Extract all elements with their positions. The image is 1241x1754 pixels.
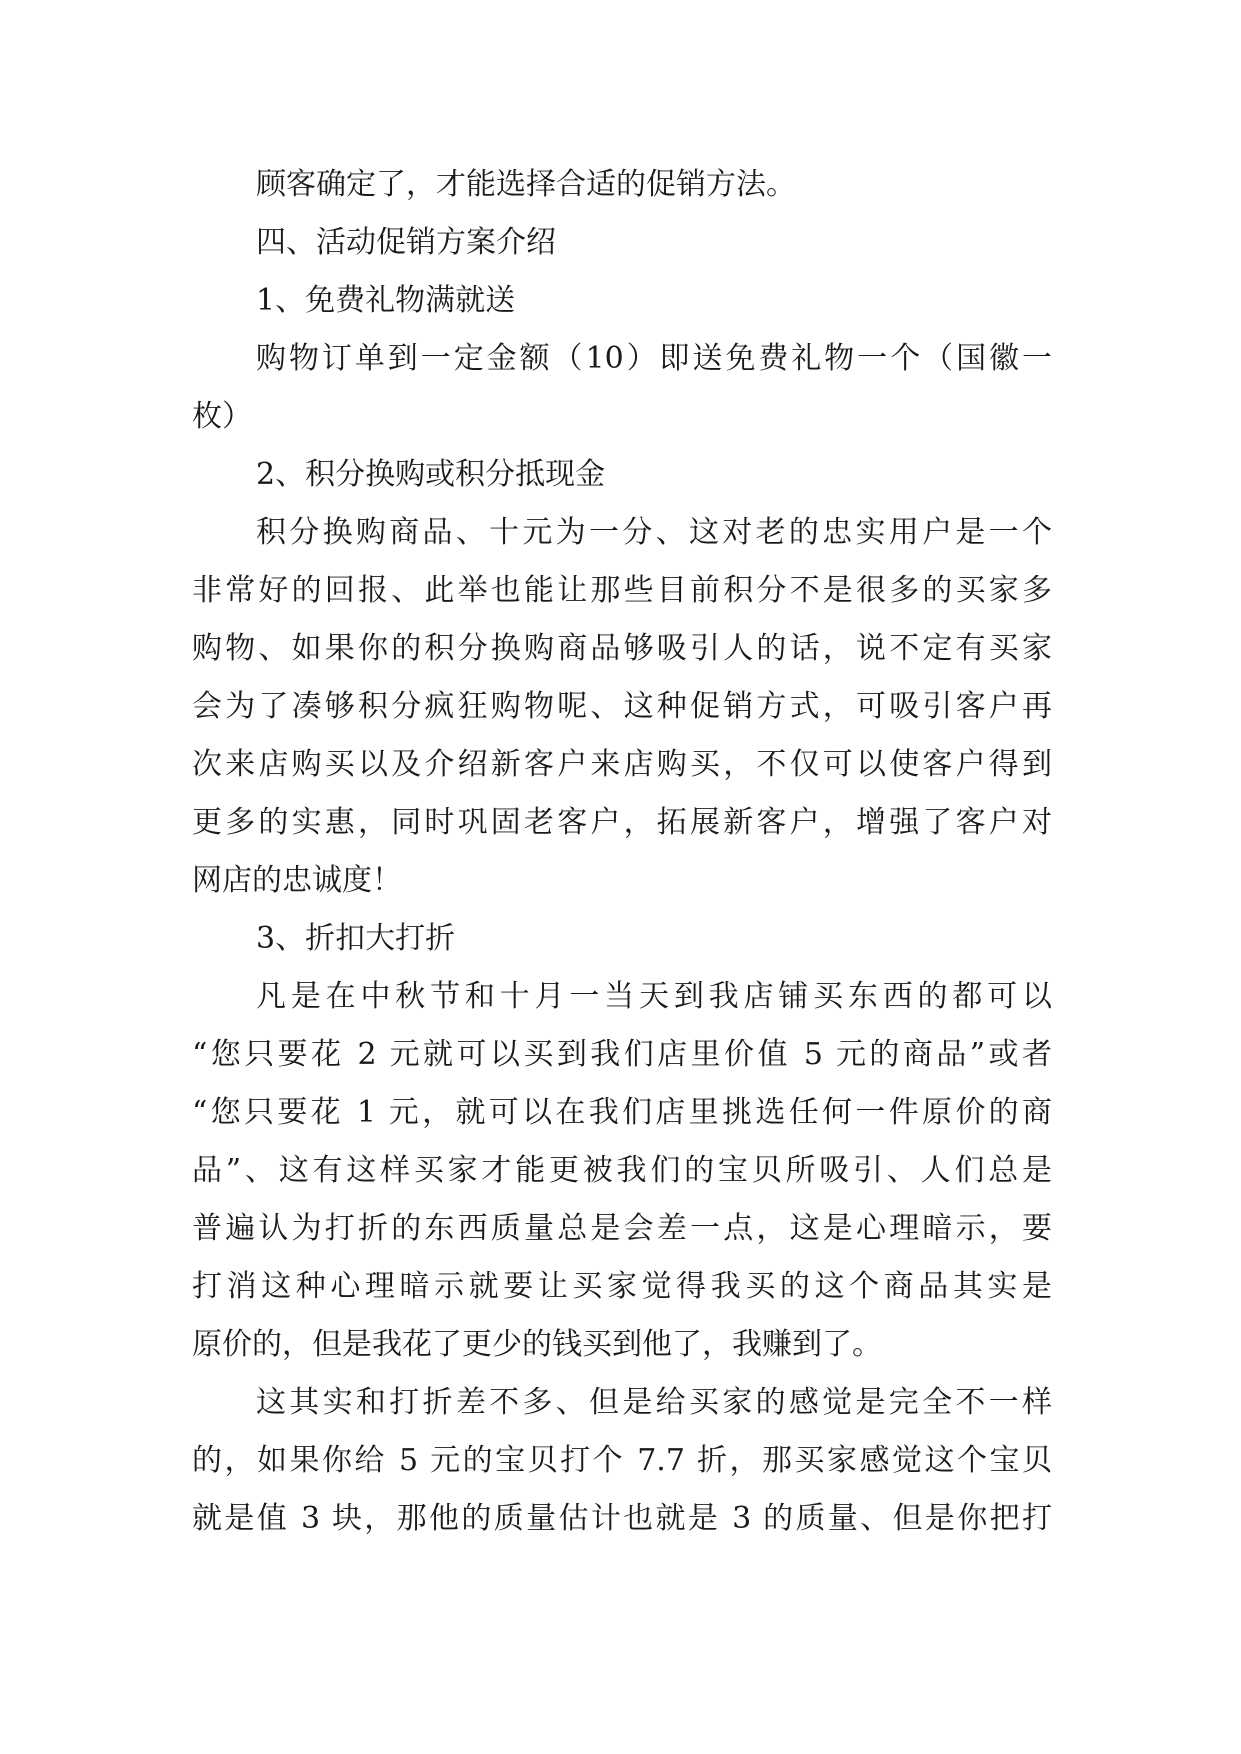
- paragraph-line: 打消这种心理暗示就要让买家觉得我买的这个商品其实是: [192, 1269, 1052, 1304]
- subsection-heading: 2、积分换购或积分抵现金: [256, 457, 606, 492]
- paragraph-line: 购物、如果你的积分换购商品够吸引人的话，说不定有买家: [192, 631, 1052, 666]
- paragraph-line: 更多的实惠，同时巩固老客户，拓展新客户，增强了客户对: [192, 805, 1052, 840]
- paragraph-line: 的，如果你给 5 元的宝贝打个 7.7 折，那买家感觉这个宝贝: [192, 1443, 1052, 1478]
- paragraph-line: 凡是在中秋节和十月一当天到我店铺买东西的都可以: [256, 979, 1052, 1014]
- section-heading: 四、活动促销方案介绍: [256, 225, 556, 260]
- paragraph-line: 品”、这有这样买家才能更被我们的宝贝所吸引、人们总是: [192, 1153, 1052, 1188]
- paragraph-line: 购物订单到一定金额（10）即送免费礼物一个（国徽一: [256, 341, 1052, 376]
- subsection-heading: 1、免费礼物满就送: [256, 283, 516, 318]
- paragraph-line: 普遍认为打折的东西质量总是会差一点，这是心理暗示，要: [192, 1211, 1052, 1246]
- paragraph-line: 积分换购商品、十元为一分、这对老的忠实用户是一个: [256, 515, 1052, 550]
- paragraph-line: 就是值 3 块，那他的质量估计也就是 3 的质量、但是你把打: [192, 1501, 1052, 1536]
- paragraph-line: 这其实和打折差不多、但是给买家的感觉是完全不一样: [256, 1385, 1052, 1420]
- paragraph-line: 非常好的回报、此举也能让那些目前积分不是很多的买家多: [192, 573, 1052, 608]
- paragraph-line: 原价的，但是我花了更少的钱买到他了，我赚到了。: [192, 1327, 882, 1362]
- paragraph-line: 枚）: [192, 399, 252, 434]
- paragraph-line: “您只要花 1 元，就可以在我们店里挑选任何一件原价的商: [192, 1095, 1052, 1130]
- paragraph-line: 网店的忠诚度！: [192, 863, 402, 898]
- paragraph-line: 顾客确定了，才能选择合适的促销方法。: [256, 167, 796, 202]
- document-body: [192, 156, 1052, 1548]
- subsection-heading: 3、折扣大打折: [256, 921, 456, 956]
- paragraph-line: 会为了凑够积分疯狂购物呢、这种促销方式，可吸引客户再: [192, 689, 1052, 724]
- paragraph-line: 次来店购买以及介绍新客户来店购买，不仅可以使客户得到: [192, 747, 1052, 782]
- paragraph-line: “您只要花 2 元就可以买到我们店里价值 5 元的商品”或者: [192, 1037, 1052, 1072]
